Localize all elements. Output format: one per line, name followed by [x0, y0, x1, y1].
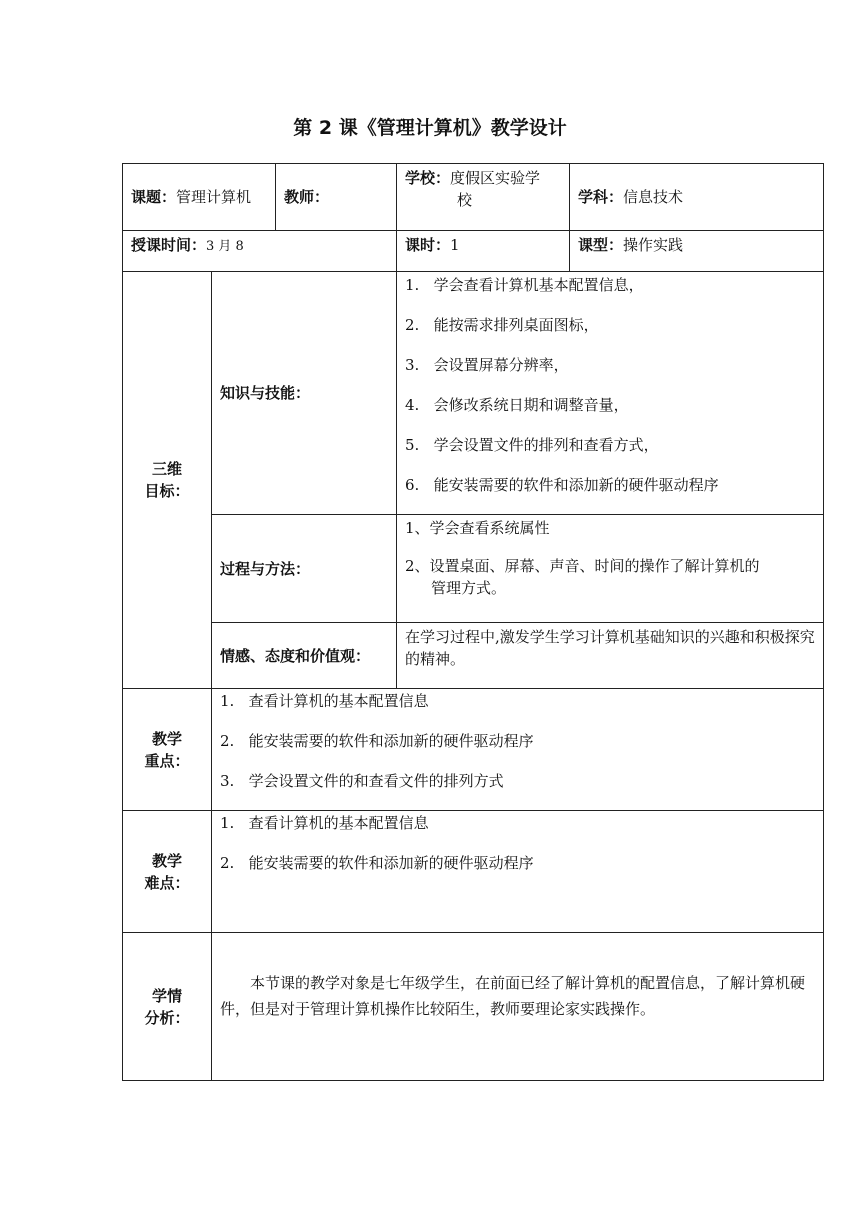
header-row-1 — [123, 164, 824, 231]
school-label: 学校： — [405, 169, 451, 187]
type-cell — [570, 231, 824, 272]
key-point-item: 1. 查看计算机的基本配置信息 — [220, 692, 429, 710]
time-label: 授课时间： — [131, 236, 207, 254]
time-cell — [123, 231, 397, 272]
school-value-line2: 校 — [457, 191, 473, 209]
key-points-label-line1: 教学 — [151, 729, 182, 748]
goals-knowledge-row — [123, 272, 824, 515]
difficulty-item: 2. 能安装需要的软件和添加新的硬件驱动程序 — [220, 854, 534, 872]
knowledge-label: 知识与技能： — [212, 272, 397, 515]
goals-emotion-row — [123, 623, 824, 689]
knowledge-item: 6. 能安装需要的软件和添加新的硬件驱动程序 — [405, 476, 719, 494]
process-item: 2、设置桌面、屏幕、声音、时间的操作了解计算机的 — [405, 557, 760, 575]
difficulties-row — [123, 811, 824, 933]
topic-cell — [123, 164, 276, 231]
difficulty-item: 1. 查看计算机的基本配置信息 — [220, 814, 429, 832]
time-value: 3 月 8 — [206, 239, 244, 254]
knowledge-item: 1. 学会查看计算机基本配置信息， — [405, 276, 644, 294]
process-label: 过程与方法： — [212, 515, 397, 623]
topic-label: 课题： — [131, 188, 177, 206]
header-row-2 — [123, 231, 824, 272]
subject-label: 学科： — [578, 188, 624, 206]
hours-value: 1 — [450, 236, 460, 254]
type-value: 操作实践 — [623, 236, 684, 254]
document-title: 第 2 课《管理计算机》教学设计 — [293, 117, 567, 139]
key-point-item: 2. 能安装需要的软件和添加新的硬件驱动程序 — [220, 732, 534, 750]
knowledge-item: 4. 会修改系统日期和调整音量， — [405, 396, 629, 414]
knowledge-item: 3. 会设置屏幕分辨率， — [405, 356, 569, 374]
knowledge-item: 5. 学会设置文件的排列和查看方式， — [405, 436, 659, 454]
difficulties-label-cell — [123, 811, 212, 933]
knowledge-list — [397, 272, 824, 515]
difficulties-label-line2: 难点： — [144, 873, 190, 892]
process-item: 1、学会查看系统属性 — [405, 519, 550, 537]
hours-label: 课时： — [405, 236, 451, 254]
hours-cell — [397, 231, 570, 272]
process-list — [397, 515, 824, 623]
analysis-label-line2: 分析： — [144, 1008, 190, 1027]
subject-cell — [570, 164, 824, 231]
lesson-plan-table — [122, 163, 824, 1081]
knowledge-item: 2. 能按需求排列桌面图标， — [405, 316, 599, 334]
subject-value: 信息技术 — [623, 188, 684, 206]
key-points-row — [123, 689, 824, 811]
school-value-line1: 度假区实验学 — [450, 169, 541, 187]
key-points-label-cell — [123, 689, 212, 811]
topic-value: 管理计算机 — [176, 188, 252, 206]
analysis-text: 本节课的教学对象是七年级学生，在前面已经了解计算机的配置信息，了解计算机硬件，但是对于管理计算机操作比较陌生，教师要理论家实践操作。 — [212, 933, 824, 1081]
teacher-label: 教师： — [284, 188, 330, 206]
school-cell — [397, 164, 570, 231]
key-points-list — [212, 689, 824, 811]
teacher-cell — [276, 164, 397, 231]
goals-label-line2: 目标： — [144, 482, 190, 500]
type-label: 课型： — [578, 236, 624, 254]
analysis-row — [123, 933, 824, 1081]
emotion-label: 情感、态度和价值观： — [212, 623, 397, 689]
key-point-item: 3. 学会设置文件的和查看文件的排列方式 — [220, 772, 504, 790]
emotion-text: 在学习过程中,激发学生学习计算机基础知识的兴趣和积极探究的精神。 — [397, 623, 824, 689]
process-item: 管理方式。 — [431, 579, 507, 597]
goals-process-row — [123, 515, 824, 623]
goals-label-line1: 三维 — [151, 460, 182, 478]
difficulties-list — [212, 811, 824, 933]
key-points-label-line2: 重点： — [144, 751, 190, 770]
analysis-label-cell — [123, 933, 212, 1081]
difficulties-label-line1: 教学 — [151, 851, 182, 870]
goals-label-cell — [123, 272, 212, 689]
analysis-label-line1: 学情 — [151, 986, 182, 1005]
